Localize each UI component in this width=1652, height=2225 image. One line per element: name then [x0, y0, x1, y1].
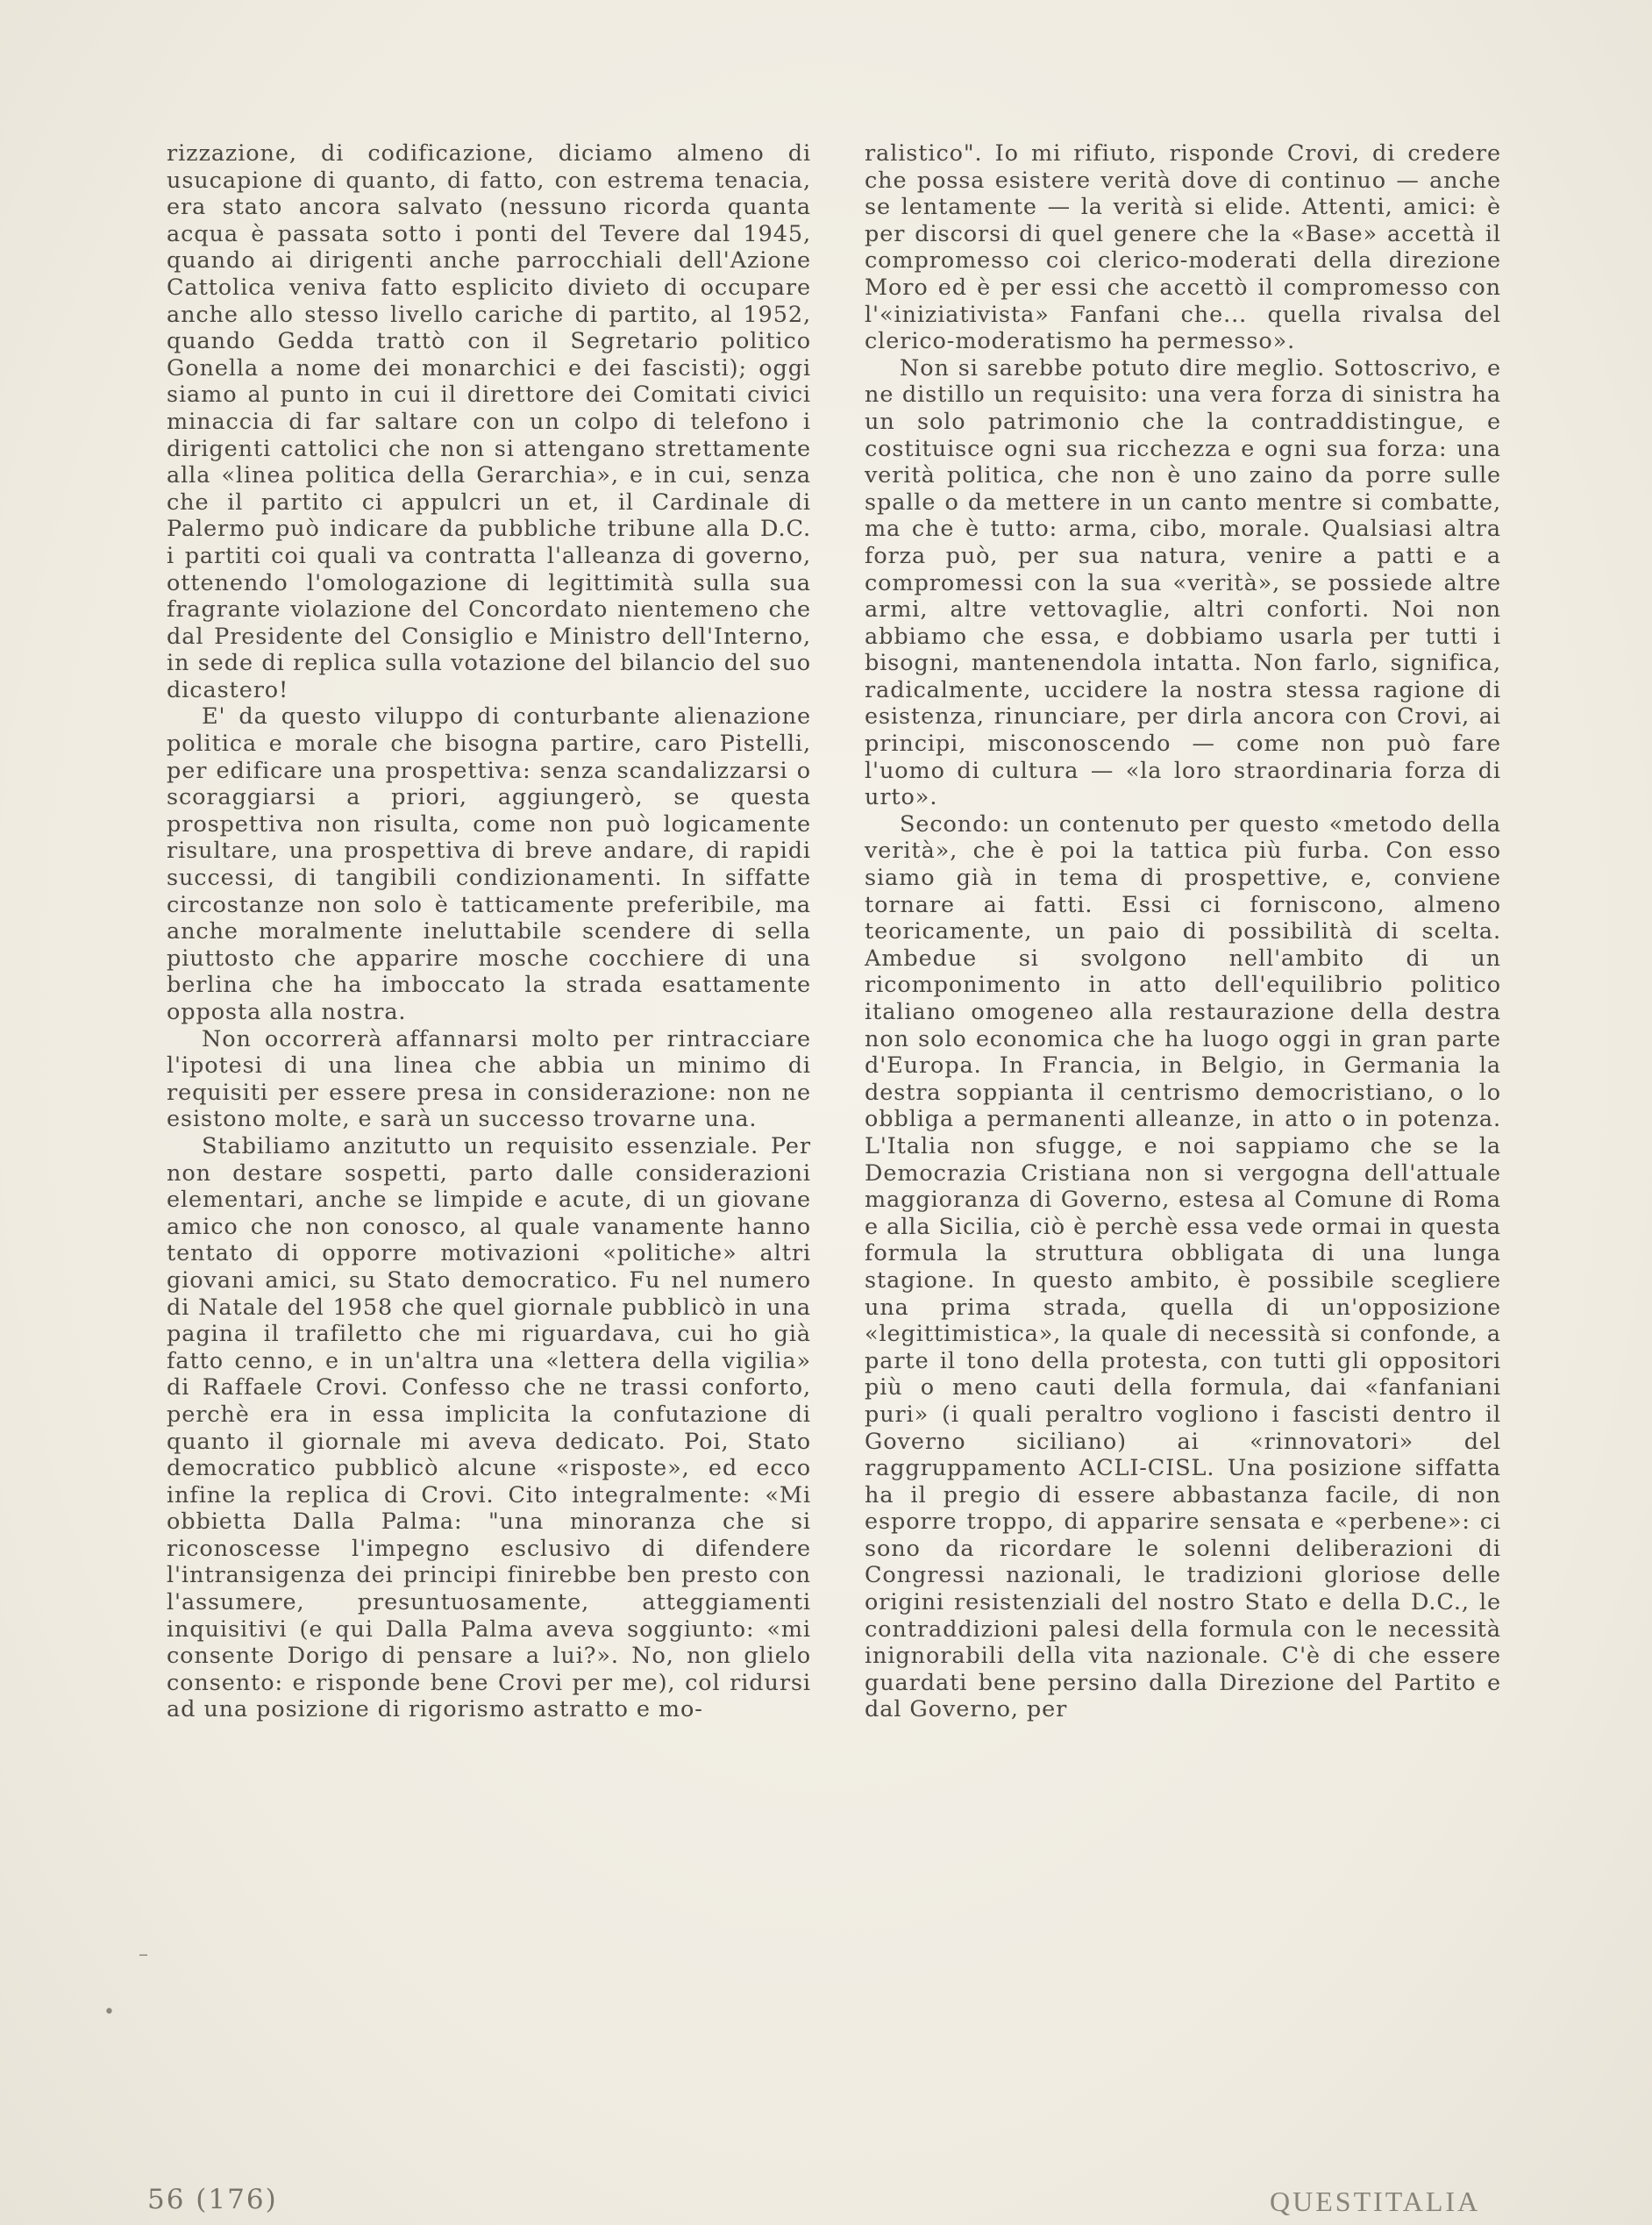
- paragraph: Stabiliamo anzitutto un requisito essenziale. Per non destare sospetti, parto dalle considerazioni elementari, anche se limpide e acute, di un giovane amico che non conosco, al quale vanamente hanno tentato di opporre motivazioni «politiche» altri giovani amici, su Stato democratico. Fu nel numero di Natale del 1958 che quel giornale pubblicò in una pagina il trafiletto che mi riguardava, cui ho già fatto cenno, e in un'altra una «lettera della vigilia» di Raffaele Crovi. Confesso che ne trassi conforto, perchè era in essa implicita la confutazione di quanto il giornale mi aveva dedicato. Poi, Stato democratico pubblicò alcune «risposte», ed ecco infine la replica di Crovi. Cito integralmente: «Mi obbietta Dalla Palma: "una minoranza che si riconoscesse l'impegno esclusivo di difendere l'intransigenza dei principi finirebbe ben presto con l'assumere, presuntuosamente, atteggiamenti inquisitivi (e qui Dalla Palma aveva soggiunto: «mi consente Dorigo di pensare a lui?». No, non glielo consento: e risponde bene Crovi per me), col ridursi ad una posizione di rigorismo astratto e mo-: [167, 1132, 811, 1723]
- page-number: 56 (176): [147, 2184, 278, 2215]
- margin-dot-mark: •: [103, 2001, 115, 2023]
- paragraph: ralistico". Io mi rifiuto, risponde Crovi, di credere che possa esistere verità dove di continuo — anche se lentamente — la verità si elide. Attenti, amici: è per discorsi di quel genere che la «Base» accettà il compromesso coi clerico-moderati della direzione Moro ed è per essi che accettò il compromesso con l'«iniziativista» Fanfani che... quella rivalsa del clerico-moderatismo ha permesso».: [865, 140, 1501, 355]
- paragraph: Secondo: un contenuto per questo «metodo della verità», che è poi la tattica più furba. Con esso siamo già in tema di prospettive, e, conviene tornare ai fatti. Essi ci forniscono, almeno teoricamente, un paio di possibilità di scelta. Ambedue si svolgono nell'ambito di un ricomponimento in atto dell'equilibrio politico italiano omogeneo alla restaurazione della destra non solo economica che ha luogo oggi in gran parte d'Europa. In Francia, in Belgio, in Germania la destra soppianta il centrismo democristiano, o lo obbliga a permanenti alleanze, in atto o in potenza. L'Italia non sfugge, e noi sappiamo che se la Democrazia Cristiana non si vergogna dell'attuale maggioranza di Governo, estesa al Comune di Roma e alla Sicilia, ciò è perchè essa vede ormai in questa formula la struttura obbligata di una lunga stagione. In questo ambito, è possibile scegliere una prima strada, quella di un'opposizione «legittimistica», la quale di necessità si confonde, a parte il tono della protesta, con tutti gli oppositori più o meno cauti della formula, dai «fanfaniani puri» (i quali peraltro vogliono i fascisti dentro il Governo siciliano) ai «rinnovatori» del raggruppamento ACLI-CISL. Una posizione siffatta ha il pregio di essere abbastanza facile, di non esporre troppo, di apparire sensata e «perbene»: ci sono da ricordare le solenni deliberazioni di Congressi nazionali, le tradizioni gloriose delle origini resistenziali del nostro Stato e della D.C., le contraddizioni palesi della formula con le necessità inignorabili della vita nazionale. C'è di che essere guardati bene persino dalla Direzione del Partito e dal Governo, per: [865, 810, 1501, 1723]
- paragraph: rizzazione, di codificazione, diciamo almeno di usucapione di quanto, di fatto, con estrema tenacia, era stato ancora salvato (nessuno ricorda quanta acqua è passata sotto i ponti del Tevere dal 1945, quando ai dirigenti anche parrocchiali dell'Azione Cattolica veniva fatto esplicito divieto di occupare anche allo stesso livello cariche di partito, al 1952, quando Gedda trattò con il Segretario politico Gonella a nome dei monarchici e dei fascisti); oggi siamo al punto in cui il direttore dei Comitati civici minaccia di far saltare con un colpo di telefono i dirigenti cattolici che non si attengano strettamente alla «linea politica della Gerarchia», e in cui, senza che il partito ci appulcri un et, il Cardinale di Palermo può indicare da pubbliche tribune alla D.C. i partiti coi quali va contratta l'alleanza di governo, ottenendo l'omologazione di legittimità sulla sua fragrante violazione del Concordato nientemeno che dal Presidente del Consiglio e Ministro dell'Interno, in sede di replica sulla votazione del bilancio del suo dicastero!: [167, 140, 811, 703]
- paragraph: E' da questo viluppo di conturbante alienazione politica e morale che bisogna partire, caro Pistelli, per edificare una prospettiva: senza scandalizzarsi o scoraggiarsi a priori, aggiungerò, se questa prospettiva non risulta, come non può logicamente risultare, una prospettiva di breve andare, di rapidi successi, di tangibili condizionamenti. In siffatte circostanze non solo è tatticamente preferibile, ma anche moralmente ineluttabile scendere di sella piuttosto che apparire mosche cocchiere di una berlina che ha imboccato la strada esattamente opposta alla nostra.: [167, 703, 811, 1025]
- left-text-column: [167, 140, 811, 1723]
- journal-title: QUESTITALIA: [1270, 2186, 1481, 2217]
- margin-dash-mark: –: [139, 1943, 148, 1965]
- paragraph: Non occorrerà affannarsi molto per rintracciare l'ipotesi di una linea che abbia un minimo di requisiti per essere presa in considerazione: non ne esistono molte, e sarà un successo trovarne una.: [167, 1025, 811, 1133]
- right-text-column: [865, 140, 1501, 1723]
- paragraph: Non si sarebbe potuto dire meglio. Sottoscrivo, e ne distillo un requisito: una vera forza di sinistra ha un solo patrimonio che la contraddistingue, e costituisce ogni sua ricchezza e ogni sua forza: una verità politica, che non è uno zaino da porre sulle spalle o da mettere in un canto mentre si combatte, ma che è tutto: arma, cibo, morale. Qualsiasi altra forza può, per sua natura, venire a patti e a compromessi con la sua «verità», se possiede altre armi, altre vettovaglie, altri conforti. Noi non abbiamo che essa, e dobbiamo usarla per tutti i bisogni, mantenendola intatta. Non farlo, significa, radicalmente, uccidere la nostra stessa ragione di esistenza, rinunciare, per dirla ancora con Crovi, ai principi, misconoscendo — come non può fare l'uomo di cultura — «la loro straordinaria forza di urto».: [865, 354, 1501, 811]
